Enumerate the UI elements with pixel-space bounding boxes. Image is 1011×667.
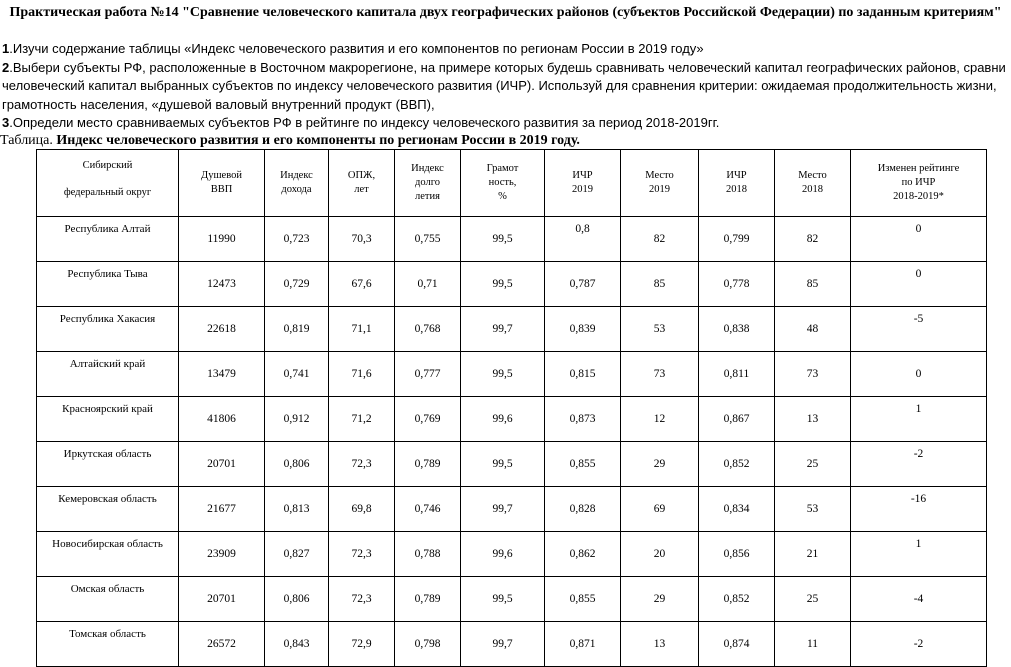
column-header	[395, 150, 461, 217]
table-cell: 99,5	[461, 577, 545, 622]
table-cell: 21677	[179, 487, 265, 532]
region-name-cell: Алтайский край	[37, 352, 179, 397]
table-row	[37, 217, 987, 262]
table-cell: 69	[621, 487, 699, 532]
table-cell: 82	[621, 217, 699, 262]
table-cell: 0,777	[395, 352, 461, 397]
table-cell: 13	[775, 397, 851, 442]
column-header-line: 2018-2019*	[893, 191, 944, 202]
table-cell: -2	[851, 442, 987, 487]
column-header-line: 2019	[649, 184, 670, 195]
table-cell: 0,855	[545, 442, 621, 487]
column-header-line: ность,	[488, 177, 517, 188]
table-cell: 0	[851, 217, 987, 262]
column-header-line: ВВП	[210, 184, 233, 195]
table-cell: 0,741	[265, 352, 329, 397]
table-cell: 82	[775, 217, 851, 262]
column-header	[461, 150, 545, 217]
table-cell: 0,843	[265, 622, 329, 667]
column-header-line: Сибирский	[82, 160, 133, 171]
column-header	[775, 150, 851, 217]
table-cell: 12	[621, 397, 699, 442]
table-cell: 12473	[179, 262, 265, 307]
column-header	[37, 150, 179, 217]
table-cell: 0,769	[395, 397, 461, 442]
column-header	[699, 150, 775, 217]
region-name-cell: Республика Алтай	[37, 217, 179, 262]
table-cell: 22618	[179, 307, 265, 352]
table-cell: 20701	[179, 577, 265, 622]
table-cell: 99,5	[461, 217, 545, 262]
table-cell: 0,729	[265, 262, 329, 307]
instruction-text-2: Выбери субъекты РФ, расположенные в Восточном макрорегионе, на примере которых будешь сравнивать человеческий капитал географических районов, сравни человеческий капитал выбранных субъектов по индексу человеческого развития (ИЧР). Используй для сравнения критерии: ожидаемая продолжительность жизни, грамотность населения, «душевой валовый внутренний продукт (ВВП),	[2, 59, 1006, 112]
table-cell: 0,71	[395, 262, 461, 307]
table-cell: 69,8	[329, 487, 395, 532]
table-caption	[0, 132, 580, 149]
instruction-text-1: Изучи содержание таблицы «Индекс человеческого развития и его компонентов по регионам России в 2019 году»	[12, 41, 704, 56]
caption-title: Индекс человеческого развития и его компоненты по регионам России в 2019 году.	[56, 133, 580, 148]
table-cell: 0,789	[395, 577, 461, 622]
table-cell: 0,768	[395, 307, 461, 352]
table-header	[37, 150, 987, 217]
table-cell: 0,746	[395, 487, 461, 532]
column-header-line: Место	[645, 170, 674, 181]
column-header-line: долго	[415, 177, 440, 188]
table-body	[37, 217, 987, 667]
column-header	[545, 150, 621, 217]
table-cell: 25	[775, 577, 851, 622]
region-name-cell: Республика Хакасия	[37, 307, 179, 352]
table-cell: -5	[851, 307, 987, 352]
table-cell: 70,3	[329, 217, 395, 262]
column-header-line: лет	[354, 184, 369, 195]
table-cell: 29	[621, 442, 699, 487]
table-cell: 72,3	[329, 532, 395, 577]
instruction-number-1: 1	[2, 41, 10, 56]
table-cell: 0,839	[545, 307, 621, 352]
table-cell: 85	[775, 262, 851, 307]
table-row	[37, 487, 987, 532]
table-row	[37, 622, 987, 667]
column-header-line: летия	[415, 191, 440, 202]
caption-prefix: Таблица.	[0, 133, 57, 148]
table-cell: 0,852	[699, 577, 775, 622]
table-cell: 99,6	[461, 532, 545, 577]
table-cell: 20	[621, 532, 699, 577]
column-header-line: 2018	[726, 184, 747, 195]
column-header	[329, 150, 395, 217]
table-cell: 20701	[179, 442, 265, 487]
column-header-line: Грамот	[486, 163, 519, 174]
table-cell: 99,5	[461, 262, 545, 307]
region-name-cell: Кемеровская область	[37, 487, 179, 532]
region-name-cell: Иркутская область	[37, 442, 179, 487]
table-cell: 0,798	[395, 622, 461, 667]
region-name-cell: Красноярский край	[37, 397, 179, 442]
table-cell: 13479	[179, 352, 265, 397]
column-header-line: Индекс	[411, 163, 444, 174]
table-cell: 0,838	[699, 307, 775, 352]
table-cell: 72,3	[329, 442, 395, 487]
table-cell: 0,819	[265, 307, 329, 352]
table-cell: 0,723	[265, 217, 329, 262]
region-name-cell: Томская область	[37, 622, 179, 667]
column-header-line: Место	[798, 170, 827, 181]
table-cell: 0,806	[265, 442, 329, 487]
table-cell: 0,778	[699, 262, 775, 307]
table-cell: 85	[621, 262, 699, 307]
table-cell: 0,789	[395, 442, 461, 487]
region-name-cell: Новосибирская область	[37, 532, 179, 577]
table-cell: 0,828	[545, 487, 621, 532]
table-cell: 1	[851, 397, 987, 442]
table-cell: 99,5	[461, 442, 545, 487]
region-name-cell: Омская область	[37, 577, 179, 622]
column-header-line: федеральный округ	[63, 187, 152, 198]
table-cell: 0,912	[265, 397, 329, 442]
column-header	[179, 150, 265, 217]
table-cell: -2	[851, 622, 987, 667]
instruction-number-3: 3	[2, 115, 10, 130]
table-row	[37, 397, 987, 442]
table-cell: 0,827	[265, 532, 329, 577]
table-cell: 41806	[179, 397, 265, 442]
column-header	[851, 150, 987, 217]
table-cell: 26572	[179, 622, 265, 667]
instruction-text-3: Определи место сравниваемых субъектов РФ в рейтинге по индексу человеческого развития за период 2018-2019гг.	[12, 115, 720, 130]
table-cell: -16	[851, 487, 987, 532]
table-cell: 23909	[179, 532, 265, 577]
table-cell: 0,806	[265, 577, 329, 622]
table-cell: 0,873	[545, 397, 621, 442]
column-header-line: Изменен рейтинге	[877, 163, 960, 174]
table-cell: 0,815	[545, 352, 621, 397]
table-cell: 0,788	[395, 532, 461, 577]
table-cell: 0,856	[699, 532, 775, 577]
table-cell: 53	[775, 487, 851, 532]
table-cell: 67,6	[329, 262, 395, 307]
table-cell: 0,862	[545, 532, 621, 577]
table-cell: 53	[621, 307, 699, 352]
table-row	[37, 352, 987, 397]
table-cell: 0	[851, 262, 987, 307]
table-cell: 71,6	[329, 352, 395, 397]
table-cell: 0	[851, 352, 987, 397]
table-cell: 0,871	[545, 622, 621, 667]
table-row	[37, 262, 987, 307]
table-cell: 48	[775, 307, 851, 352]
table-cell: 0,855	[545, 577, 621, 622]
page-title: Практическая работа №14 "Сравнение человеческого капитала двух географических районов (субъектов Российской Федерации) по заданным критериям"	[9, 5, 1002, 20]
table-cell: 71,2	[329, 397, 395, 442]
table-cell: 73	[775, 352, 851, 397]
column-header-line: %	[498, 191, 507, 202]
table-cell: 72,3	[329, 577, 395, 622]
column-header-line: Душевой	[201, 170, 242, 181]
table-cell: 0,8	[545, 217, 621, 262]
column-header-line: 2019	[572, 184, 593, 195]
table-row	[37, 442, 987, 487]
hdi-table	[36, 149, 987, 667]
table-cell: 99,7	[461, 307, 545, 352]
instructions: 1.Изучи содержание таблицы «Индекс человеческого развития и его компонентов по регионам России в 2019 году» 2.Выбери субъекты РФ, расположенные в Восточном макрорегионе, на примере которых будешь сравнивать человеческий капитал географических районов, сравни человеческий капитал выбранных субъектов по индексу человеческого развития (ИЧР). Используй для сравнения критерии: ожидаемая продолжительность жизни, грамотность населения, «душевой валовый внутренний продукт (ВВП), 3.Определи место сравниваемых субъектов РФ в рейтинге по индексу человеческого развития за период 2018-2019гг.	[2, 41, 1006, 130]
table-cell: 13	[621, 622, 699, 667]
table-cell: 99,6	[461, 397, 545, 442]
table-cell: 25	[775, 442, 851, 487]
table-cell: 0,811	[699, 352, 775, 397]
table-cell: 11	[775, 622, 851, 667]
instruction-number-2: 2	[2, 59, 10, 75]
table-cell: 0,874	[699, 622, 775, 667]
column-header-line: ИЧР	[572, 170, 593, 181]
column-header-line: 2018	[802, 184, 823, 195]
column-header	[265, 150, 329, 217]
table-cell: 99,5	[461, 352, 545, 397]
table-cell: 0,799	[699, 217, 775, 262]
table-cell: 72,9	[329, 622, 395, 667]
column-header-line: дохода	[281, 184, 312, 195]
column-header-line: Индекс	[280, 170, 313, 181]
table-cell: 21	[775, 532, 851, 577]
header-row	[37, 150, 987, 217]
column-header-line: ОПЖ,	[347, 170, 376, 181]
table-cell: 99,7	[461, 622, 545, 667]
table-row	[37, 577, 987, 622]
column-header-line: по ИЧР	[901, 177, 936, 188]
column-header-line: ИЧР	[726, 170, 747, 181]
table-cell: 71,1	[329, 307, 395, 352]
table-cell: 1	[851, 532, 987, 577]
table-cell: 73	[621, 352, 699, 397]
table-cell: 0,787	[545, 262, 621, 307]
table-cell: 0,867	[699, 397, 775, 442]
column-header	[621, 150, 699, 217]
table-cell: 99,7	[461, 487, 545, 532]
table-cell: 0,852	[699, 442, 775, 487]
table-cell: 0,813	[265, 487, 329, 532]
table-cell: 29	[621, 577, 699, 622]
table-cell: 0,834	[699, 487, 775, 532]
table-row	[37, 532, 987, 577]
table-row	[37, 307, 987, 352]
region-name-cell: Республика Тыва	[37, 262, 179, 307]
table-cell: 0,755	[395, 217, 461, 262]
table-cell: -4	[851, 577, 987, 622]
table-cell: 11990	[179, 217, 265, 262]
